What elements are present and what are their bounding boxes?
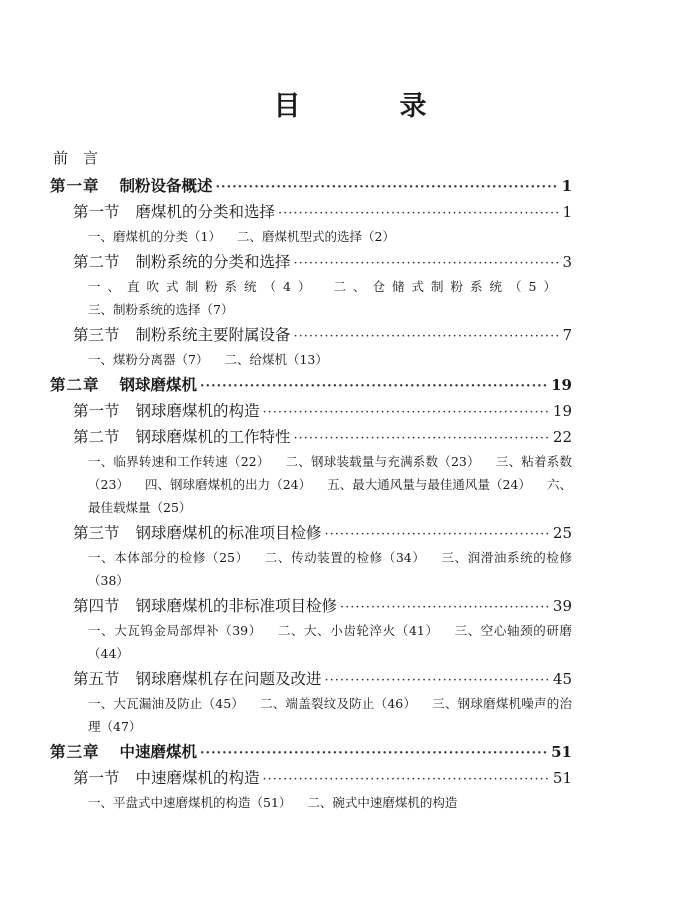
chapter-entry-title: 中速磨煤机	[119, 742, 198, 761]
section-entry-number: 第二节	[73, 253, 120, 271]
subtopic-list	[50, 275, 572, 321]
chapter-entry-title: 钢球磨煤机	[119, 375, 198, 394]
section-entry-number: 第四节	[73, 597, 120, 615]
section-entry-number: 第一节	[73, 769, 120, 787]
subtopic-item: 一、大瓦钨金局部焊补（39）	[88, 623, 262, 638]
dot-leader	[278, 201, 559, 227]
chapter-entry-page: 19	[551, 376, 572, 394]
section-entry	[50, 666, 572, 692]
section-entry-title: 中速磨煤机的构造	[135, 769, 260, 787]
subtopic-item: 六、最佳载煤量（25）	[88, 477, 572, 515]
chapter-entry-number: 第三章	[50, 742, 100, 761]
section-entry-page: 39	[552, 597, 572, 615]
section-entry-title: 磨煤机的分类和选择	[135, 203, 276, 221]
chapter-entry	[50, 739, 572, 765]
section-entry-title: 制粉系统主要附属设备	[135, 326, 291, 344]
section-entry	[50, 199, 572, 225]
dot-leader	[263, 767, 550, 793]
dot-leader	[200, 374, 548, 400]
subtopic-item: 三、空心轴颈的研磨（44）	[88, 623, 572, 661]
subtopic-item: 三、粘着系数（23）	[88, 454, 572, 492]
subtopic-item: 一、本体部分的检修（25）	[88, 550, 249, 565]
section-entry-title: 钢球磨煤机的工作特性	[135, 428, 291, 446]
section-entry-number: 第一节	[73, 203, 120, 221]
subtopic-item: 一、临界转速和工作转速（22）	[88, 454, 270, 469]
subtopic-item: 一、煤粉分离器（7）	[88, 352, 209, 367]
section-entry-page: 45	[552, 670, 572, 688]
chapter-entry-page: 1	[561, 177, 572, 195]
dot-leader	[325, 522, 550, 548]
subtopic-item: 五、最大通风量与最佳通风量（24）	[327, 477, 531, 492]
section-entry-page: 51	[552, 769, 572, 787]
subtopic-item: 一、大瓦漏油及防止（45）	[88, 696, 245, 711]
subtopic-item: 三、钢球磨煤机噪声的治理（47）	[88, 696, 572, 734]
subtopic-list	[50, 348, 572, 371]
section-entry-page: 22	[552, 428, 572, 446]
section-entry-title: 钢球磨煤机存在问题及改进	[135, 670, 322, 688]
section-entry	[50, 322, 572, 348]
chapter-entry-number: 第一章	[50, 176, 100, 195]
section-entry-title: 钢球磨煤机的非标准项目检修	[135, 597, 338, 615]
subtopic-item: 二、大、小齿轮淬火（41）	[277, 623, 439, 638]
section-entry-title: 钢球磨煤机的构造	[135, 402, 260, 420]
subtopic-item: 三、制粉系统的选择（7）	[88, 302, 234, 317]
dot-leader	[263, 400, 550, 426]
dot-leader	[294, 426, 550, 452]
dot-leader	[340, 595, 550, 621]
section-entry-page: 19	[552, 402, 572, 420]
subtopic-item: 四、钢球磨煤机的出力（24）	[144, 477, 312, 492]
subtopic-item: 二、给煤机（13）	[224, 352, 328, 367]
section-entry-number: 第五节	[73, 670, 120, 688]
chapter-entry	[50, 372, 572, 398]
subtopic-list	[50, 546, 572, 592]
subtopic-item: 一、磨煤机的分类（1）	[88, 229, 221, 244]
chapter-entry-page: 51	[551, 743, 572, 761]
section-entry	[50, 765, 572, 791]
dot-leader	[325, 668, 550, 694]
chapter-entry-title: 制粉设备概述	[119, 176, 213, 195]
section-entry	[50, 593, 572, 619]
subtopic-item: 一、平盘式中速磨煤机的构造（51）	[88, 795, 292, 810]
section-entry-title: 钢球磨煤机的标准项目检修	[135, 524, 322, 542]
dot-leader	[294, 324, 560, 350]
subtopic-list	[50, 692, 572, 738]
foreword-entry: 前 言	[53, 149, 99, 167]
subtopic-item: 三、润滑油系统的检修（38）	[88, 550, 572, 588]
section-entry-page: 3	[562, 253, 572, 271]
table-of-contents	[50, 143, 572, 815]
subtopic-item: 二、端盖裂纹及防止（46）	[260, 696, 417, 711]
section-entry	[50, 520, 572, 546]
chapter-entry-number: 第二章	[50, 375, 100, 394]
subtopic-item: 二、磨煤机型式的选择（2）	[236, 229, 395, 244]
section-entry	[50, 424, 572, 450]
section-entry	[50, 398, 572, 424]
section-entry-page: 25	[552, 524, 572, 542]
dot-leader	[200, 741, 548, 767]
dot-leader	[216, 175, 559, 201]
chapter-entry	[50, 173, 572, 199]
subtopic-item: 二、传动装置的检修（34）	[264, 550, 426, 565]
subtopic-list	[50, 791, 572, 814]
section-entry-page: 7	[562, 326, 572, 344]
subtopic-list	[50, 450, 572, 519]
subtopic-item: 二、钢球装载量与充满系数（23）	[285, 454, 480, 469]
section-entry-number: 第三节	[73, 326, 120, 344]
section-entry-number: 第一节	[73, 402, 120, 420]
section-entry-page: 1	[562, 203, 572, 221]
section-entry	[50, 249, 572, 275]
subtopic-item: 二、碗式中速磨煤机的构造	[307, 795, 458, 810]
page-title: 目 录	[273, 91, 463, 122]
dot-leader	[294, 251, 560, 277]
subtopic-item: 一、直吹式制粉系统（4）	[88, 279, 318, 294]
subtopic-list	[50, 619, 572, 665]
section-entry-title: 制粉系统的分类和选择	[135, 253, 291, 271]
subtopic-list	[50, 225, 572, 248]
section-entry-number: 第二节	[73, 428, 120, 446]
section-entry-number: 第三节	[73, 524, 120, 542]
subtopic-item: 二、仓储式制粉系统（5）	[333, 279, 556, 294]
